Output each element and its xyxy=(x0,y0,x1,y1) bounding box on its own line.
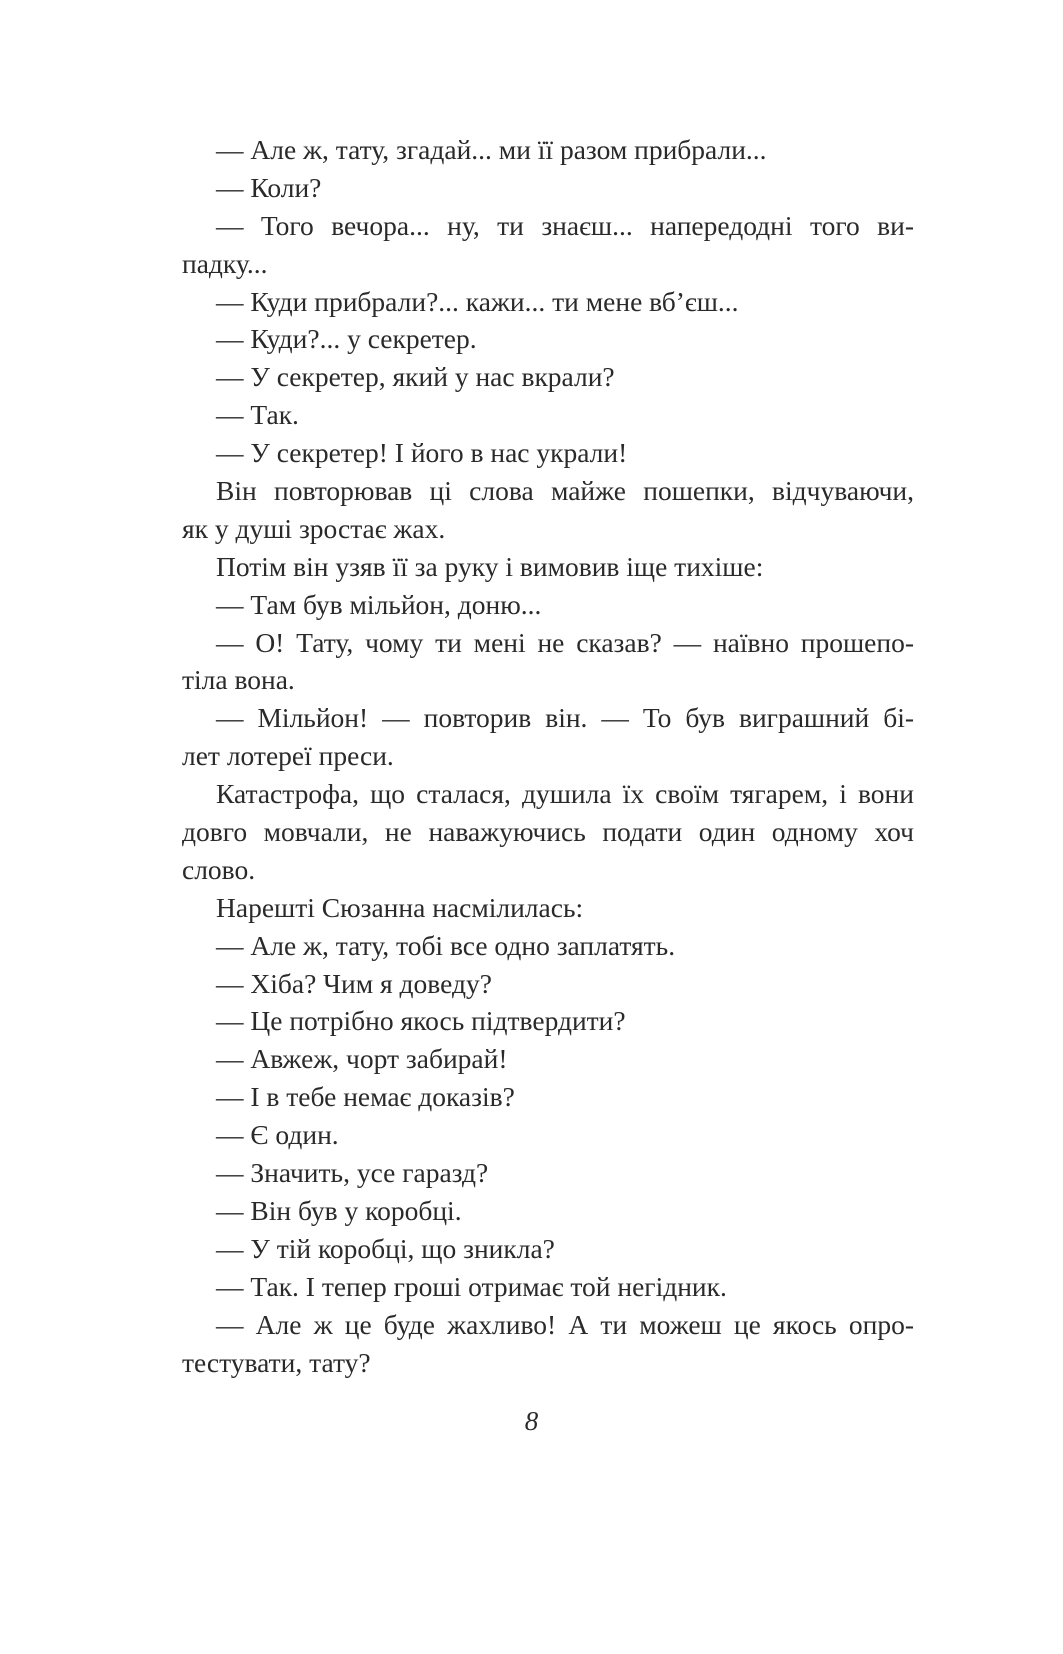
text-line: тестувати, тату? xyxy=(182,1346,371,1378)
text-line: падку... xyxy=(182,247,268,279)
text-line: — Але ж це буде жахливо! А ти можеш це якось опро- xyxy=(216,1308,914,1340)
text-line: — Мільйон! — повторив він. — То був виграшний бі- xyxy=(216,702,914,734)
text-line: — Так. І тепер гроші отримає той негідник. xyxy=(216,1270,727,1302)
text-line: — Значить, усе гаразд? xyxy=(216,1157,489,1189)
text-line: — Це потрібно якось підтвердити? xyxy=(216,1005,626,1037)
text-line: Потім він узяв її за руку і вимовив іще тихіше: xyxy=(216,550,764,582)
text-line: тіла вона. xyxy=(182,664,295,696)
text-line: — У секретер, який у нас вкрали? xyxy=(216,361,615,393)
text-line: — І в тебе немає доказів? xyxy=(216,1081,515,1113)
text-line: як у душі зростає жах. xyxy=(182,512,446,544)
text-line: — У секретер! І його в нас украли! xyxy=(216,437,628,469)
text-line: слово. xyxy=(182,853,256,885)
text-line: — Коли? xyxy=(216,171,322,203)
text-line: — У тій коробці, що зникла? xyxy=(216,1232,555,1264)
text-line: довго мовчали, не наважуючись подати один одному хоч xyxy=(182,816,914,848)
body-text xyxy=(182,131,914,1381)
page-number: 8 xyxy=(524,1406,539,1436)
text-line: — Авжеж, чорт забирай! xyxy=(216,1043,508,1075)
text-line: — Куди?... у секретер. xyxy=(216,323,477,355)
text-line: — Але ж, тату, згадай... ми її разом прибрали... xyxy=(216,134,767,165)
text-line: — Там був мільйон, доню... xyxy=(216,588,542,620)
text-line: Катастрофа, що сталася, душила їх своїм тягарем, і вони xyxy=(216,778,914,810)
text-line: — Хіба? Чим я доведу? xyxy=(216,967,492,999)
text-line: — О! Тату, чому ти мені не сказав? — наївно прошепо- xyxy=(216,626,914,658)
text-line: — Є один. xyxy=(216,1119,339,1151)
text-line: Він повторював ці слова майже пошепки, відчуваючи, xyxy=(216,475,914,507)
text-line: — Так. xyxy=(216,399,299,431)
text-line: Нарешті Сюзанна насмілилась: xyxy=(216,891,584,923)
text-line: — Куди прибрали?... кажи... ти мене вб’єш... xyxy=(216,285,739,317)
text-line: — Але ж, тату, тобі все одно заплатять. xyxy=(216,929,676,961)
text-line: — Того вечора... ну, ти знаєш... напередодні того ви- xyxy=(216,209,914,241)
text-line: — Він був у коробці. xyxy=(216,1194,462,1226)
text-line: лет лотереї преси. xyxy=(182,740,394,772)
